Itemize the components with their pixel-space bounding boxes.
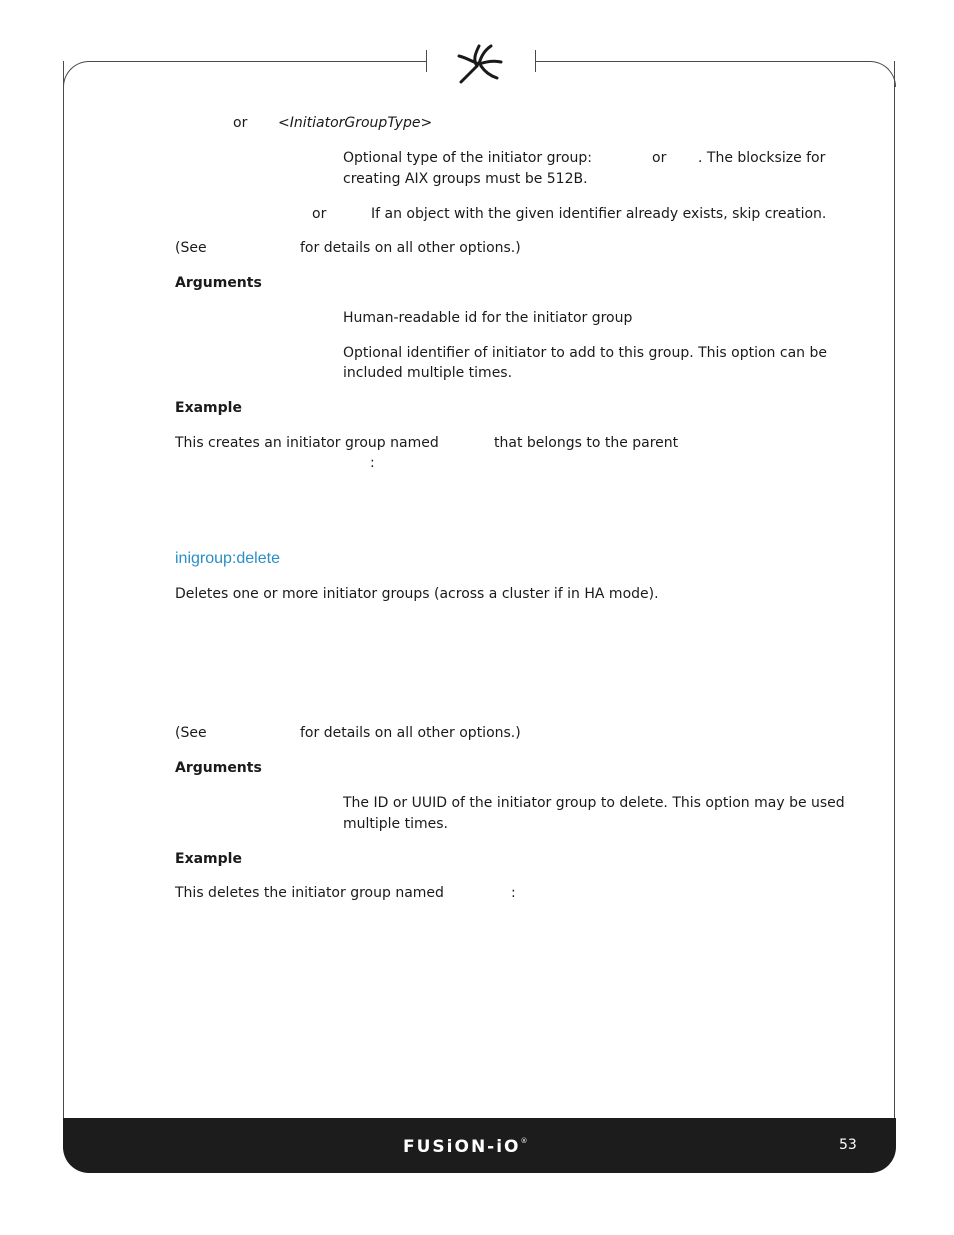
section-title-inigroup-delete: inigroup:delete bbox=[175, 550, 280, 567]
delete-arg-desc-line2: multiple times. bbox=[343, 816, 448, 832]
see-prefix: (See bbox=[175, 240, 207, 256]
delete-example-text: This deletes the initiator group named bbox=[175, 885, 444, 901]
example-colon: : bbox=[370, 455, 375, 471]
delete-see-prefix: (See bbox=[175, 725, 207, 741]
option-type-desc-line2: creating AIX groups must be 512B. bbox=[343, 171, 588, 187]
option-type-or: or bbox=[233, 115, 248, 131]
option-skip-desc: If an object with the given identifier already exists, skip creation. bbox=[371, 206, 827, 222]
arg-initiator-desc-line2: included multiple times. bbox=[343, 365, 513, 381]
option-type-desc-a: Optional type of the initiator group: bbox=[343, 150, 592, 166]
delete-description: Deletes one or more initiator groups (across a cluster if in HA mode). bbox=[175, 586, 659, 602]
arg-initiator-desc-line1: Optional identifier of initiator to add to this group. This option can be bbox=[343, 345, 827, 361]
delete-arguments-heading: Arguments bbox=[175, 760, 262, 776]
see-suffix: for details on all other options.) bbox=[300, 240, 521, 256]
example-text-b: that belongs to the parent bbox=[494, 435, 679, 451]
delete-arg-desc-line1: The ID or UUID of the initiator group to delete. This option may be used bbox=[343, 795, 845, 811]
arg-id-desc: Human-readable id for the initiator group bbox=[343, 310, 633, 326]
footer-brand-logo bbox=[403, 1137, 528, 1157]
example-text-a: This creates an initiator group named bbox=[175, 435, 439, 451]
example-heading: Example bbox=[175, 400, 242, 416]
page-frame bbox=[63, 61, 895, 1171]
arguments-heading: Arguments bbox=[175, 275, 262, 291]
option-skip-or: or bbox=[312, 206, 327, 222]
delete-see-suffix: for details on all other options.) bbox=[300, 725, 521, 741]
delete-example-colon: : bbox=[511, 885, 516, 901]
fusion-io-star-icon bbox=[451, 42, 507, 86]
footer-brand-text: FUSiON-iO bbox=[403, 1137, 521, 1157]
page-number: 53 bbox=[839, 1137, 857, 1153]
option-type-desc-b: . The blocksize for bbox=[698, 150, 826, 166]
footer-trademark: ® bbox=[520, 1137, 528, 1145]
option-type-placeholder: <InitiatorGroupType> bbox=[278, 115, 433, 131]
option-type-desc-or: or bbox=[652, 150, 667, 166]
delete-example-heading: Example bbox=[175, 851, 242, 867]
